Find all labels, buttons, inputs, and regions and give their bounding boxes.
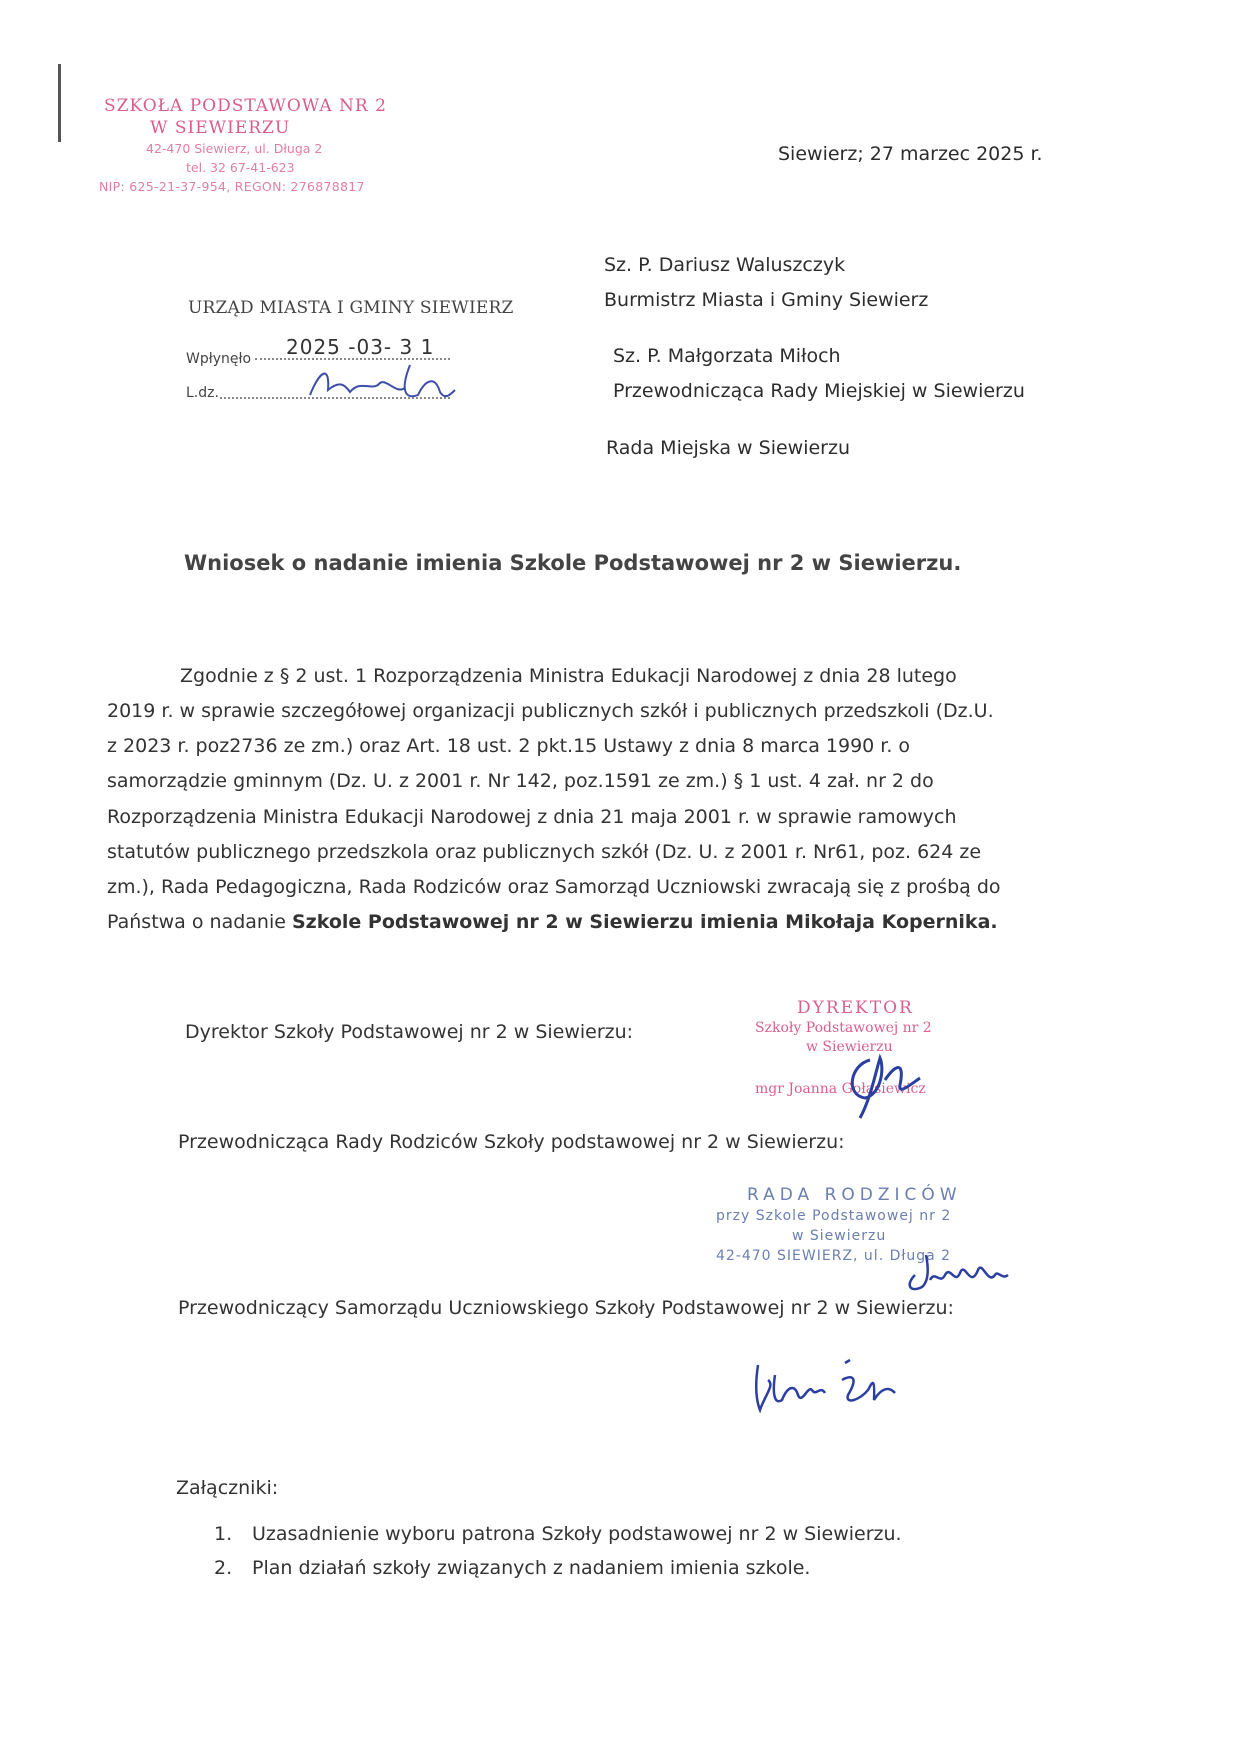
body-line-emphasis: Szkole Podstawowej nr 2 w Siewierzu imienia Mikołaja Kopernika. — [291, 911, 998, 933]
director-stamp-city: w Siewierzu — [806, 1039, 893, 1055]
body-line: zm.), Rada Pedagogiczna, Rada Rodziców oraz Samorząd Uczniowski zwracają się z prośbą do — [107, 876, 1001, 898]
body-line: z 2023 r. poz2736 ze zm.) oraz Art. 18 ust. 2 pkt.15 Ustawy z dnia 8 marca 1990 r. o — [107, 735, 911, 757]
school-stamp-phone: tel. 32 67-41-623 — [186, 160, 295, 175]
director-stamp-person: mgr Joanna Gołasiewicz — [755, 1081, 926, 1097]
body-line: Zgodnie z § 2 ust. 1 Rozporządzenia Ministra Edukacji Narodowej z dnia 28 lutego — [180, 665, 957, 687]
school-stamp-address: 42-470 Siewierz, ul. Długa 2 — [146, 141, 323, 156]
parents-stamp-title: RADA RODZICÓW — [747, 1185, 962, 1205]
received-stamp-signature — [300, 350, 460, 410]
student-council-signature-label: Przewodniczący Samorządu Uczniowskiego Szkoły Podstawowej nr 2 w Siewierzu: — [178, 1297, 954, 1319]
parents-council-signature — [900, 1245, 1010, 1295]
director-signature — [830, 1040, 940, 1120]
scan-edge-line — [58, 64, 61, 142]
attachments-label: Załączniki: — [176, 1477, 279, 1499]
attachment-number: 2. — [214, 1557, 233, 1579]
recipient-1-role: Burmistrz Miasta i Gminy Siewierz — [604, 289, 929, 311]
body-line: 2019 r. w sprawie szczegółowej organizacji publicznych szkół i publicznych przedszkoli (Dz.U. — [107, 700, 994, 722]
received-stamp-label: Wpłynęło — [186, 351, 252, 367]
parents-stamp-school: przy Szkole Podstawowej nr 2 — [716, 1208, 952, 1224]
school-stamp-name: SZKOŁA PODSTAWOWA NR 2 — [104, 96, 387, 116]
body-line: statutów publicznego przedszkola oraz publicznych szkół (Dz. U. z 2001 r. Nr61, poz. 624 ze — [107, 841, 982, 863]
attachment-item — [214, 1523, 902, 1545]
recipient-2-name: Sz. P. Małgorzata Miłoch — [613, 345, 841, 367]
school-stamp-city: W SIEWIERZU — [150, 118, 291, 138]
body-line — [107, 911, 998, 933]
recipient-1-name: Sz. P. Dariusz Waluszczyk — [604, 254, 846, 276]
body-line: samorządzie gminnym (Dz. U. z 2001 r. Nr 142, poz.1591 ze zm.) § 1 ust. 4 zał. nr 2 do — [107, 770, 934, 792]
student-council-signature — [750, 1355, 900, 1415]
received-stamp-date: 2025 -03- 3 1 — [286, 335, 435, 359]
recipient-3-name: Rada Miejska w Siewierzu — [606, 437, 851, 459]
school-stamp-ids: NIP: 625-21-37-954, REGON: 276878817 — [99, 179, 365, 194]
received-stamp-office: URZĄD MIASTA I GMINY SIEWIERZ — [188, 298, 514, 318]
director-signature-label: Dyrektor Szkoły Podstawowej nr 2 w Siewierzu: — [185, 1021, 634, 1043]
document-title: Wniosek o nadanie imienia Szkole Podstawowej nr 2 w Siewierzu. — [184, 551, 962, 575]
recipient-2-role: Przewodnicząca Rady Miejskiej w Siewierzu — [613, 380, 1025, 402]
received-stamp-ldz-label: L.dz. — [186, 385, 219, 401]
director-stamp-title: DYREKTOR — [797, 998, 914, 1018]
parents-council-signature-label: Przewodnicząca Rady Rodziców Szkoły podstawowej nr 2 w Siewierzu: — [178, 1131, 845, 1153]
body-line: Rozporządzenia Ministra Edukacji Narodowej z dnia 21 maja 2001 r. w sprawie ramowych — [107, 806, 957, 828]
parents-stamp-address: 42-470 SIEWIERZ, ul. Długa 2 — [716, 1248, 952, 1264]
attachment-item — [214, 1557, 810, 1579]
attachment-text: Plan działań szkoły związanych z nadaniem imienia szkole. — [252, 1557, 811, 1579]
attachment-number: 1. — [214, 1523, 233, 1545]
director-stamp-school: Szkoły Podstawowej nr 2 — [755, 1020, 932, 1036]
attachment-text: Uzasadnienie wyboru patrona Szkoły podstawowej nr 2 w Siewierzu. — [252, 1523, 902, 1545]
parents-stamp-city: w Siewierzu — [792, 1228, 887, 1244]
letter-date: Siewierz; 27 marzec 2025 r. — [778, 143, 1043, 165]
body-line-start: Państwa o nadanie — [107, 911, 292, 933]
